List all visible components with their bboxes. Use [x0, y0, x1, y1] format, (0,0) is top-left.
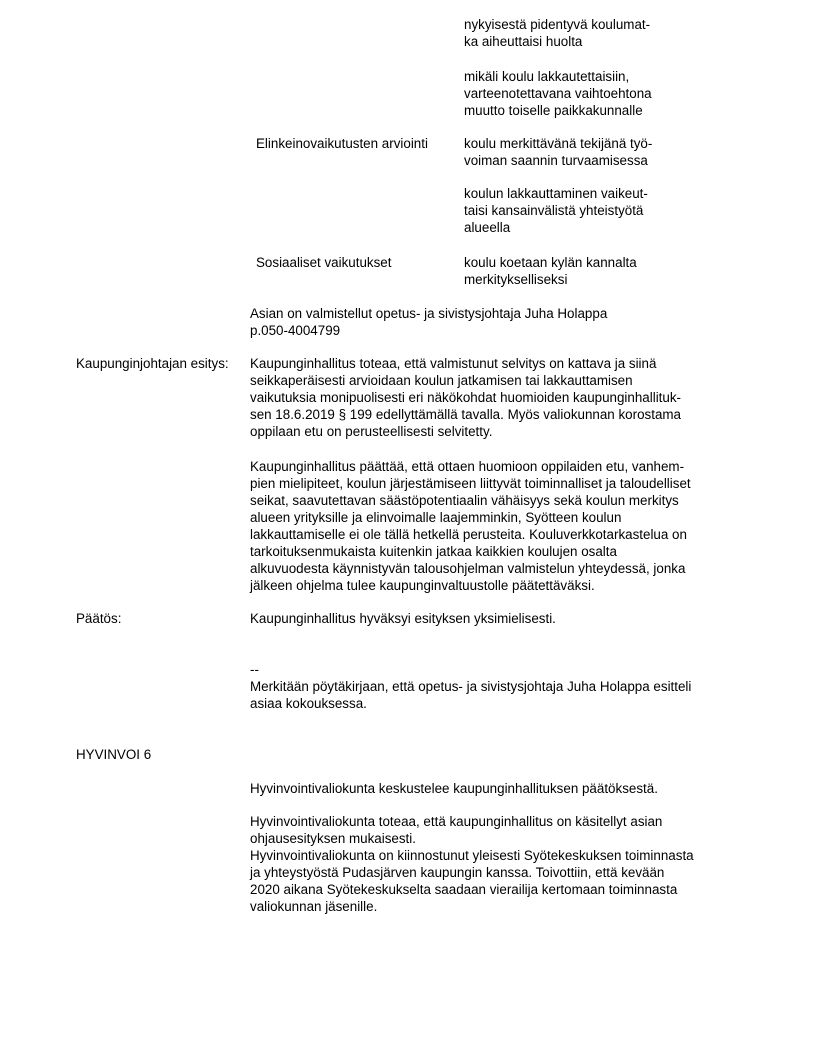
- mayor-proposal-paragraph: Kaupunginhallitus päättää, että ottaen huomioon oppilaiden etu, vanhem- pien mielipiteet, koulun järjestämiseen liittyvät toiminnalliset ja taloudelliset seikat, saavutettavan säästöpotentiaalin vähäisyys sekä koulun merkitys alueen yrityksille ja elinvoimalle laajemminkin, Syötteen koulun lakkauttamiselle ei ole tällä hetkellä perusteita. Kouluverkkotarkastelua on tarkoituksenmukaista kuitenkin jatkaa kaikkien koulujen osalta alkuvuodesta käynnistyvän talousohjelman valmistelun yhteydessä, jonka jälkeen ohjelma tulee kaupunginvaltuustolle päätettäväksi.: [250, 459, 691, 593]
- section-paragraph: Hyvinvointivaliokunta toteaa, että kaupunginhallitus on käsitellyt asian ohjausesityksen mukaisesti. Hyvinvointivaliokunta on kiinnostunut yleisesti Syötekeskuksen toiminnasta ja yhteystyöstä Pudasjärven kaupungin kanssa. Toivottiin, että kevään 2020 aikana Syötekeskukselta saadaan vierailija kertomaan toiminnasta valiokunnan jäsenille.: [250, 814, 694, 914]
- section-label: HYVINVOI 6: [76, 747, 152, 762]
- preparer-note: Asian on valmistellut opetus- ja sivistysjohtaja Juha Holappa p.050-4004799: [250, 306, 608, 338]
- mayor-proposal-paragraph: Kaupunginhallitus toteaa, että valmistunut selvitys on kattava ja siinä seikkaperäisesti arvioidaan koulun jatkamisen tai lakkauttamisen vaikutuksia monipuolisesti eri näkökohdat huomioiden kaupunginhallituk- sen 18.6.2019 § 199 edellyttämällä tavalla. Myös valiokunnan korostama oppilaan etu on perusteellisesti selvitetty.: [250, 356, 681, 439]
- section-paragraph: Hyvinvointivaliokunta keskustelee kaupunginhallituksen päätöksestä.: [250, 781, 658, 796]
- decision-label: Päätös:: [76, 611, 122, 626]
- mayor-proposal-label: Kaupunginjohtajan esitys:: [76, 356, 229, 371]
- impact-item: koulun lakkauttaminen vaikeut- taisi kansainvälistä yhteistyötä alueella: [464, 186, 648, 235]
- impact-item: nykyisestä pidentyvä koulumat- ka aiheuttaisi huolta: [464, 17, 651, 49]
- decision-text: Kaupunginhallitus hyväksyi esityksen yksimielisesti.: [250, 611, 556, 626]
- decision-note: Merkitään pöytäkirjaan, että opetus- ja sivistysjohtaja Juha Holappa esitteli asiaa kokouksessa.: [250, 679, 692, 711]
- impact-item: koulu merkittävänä tekijänä työ- voiman saannin turvaamisessa: [464, 136, 653, 168]
- impact-label-social: Sosiaaliset vaikutukset: [256, 255, 392, 270]
- impact-item: koulu koetaan kylän kannalta merkitykselliseksi: [464, 255, 637, 287]
- impact-label-business: Elinkeinovaikutusten arviointi: [256, 136, 428, 151]
- impact-item: mikäli koulu lakkautettaisiin, varteenotettavana vaihtoehtona muutto toiselle paikkakunnalle: [464, 69, 652, 118]
- decision-separator: --: [250, 662, 259, 677]
